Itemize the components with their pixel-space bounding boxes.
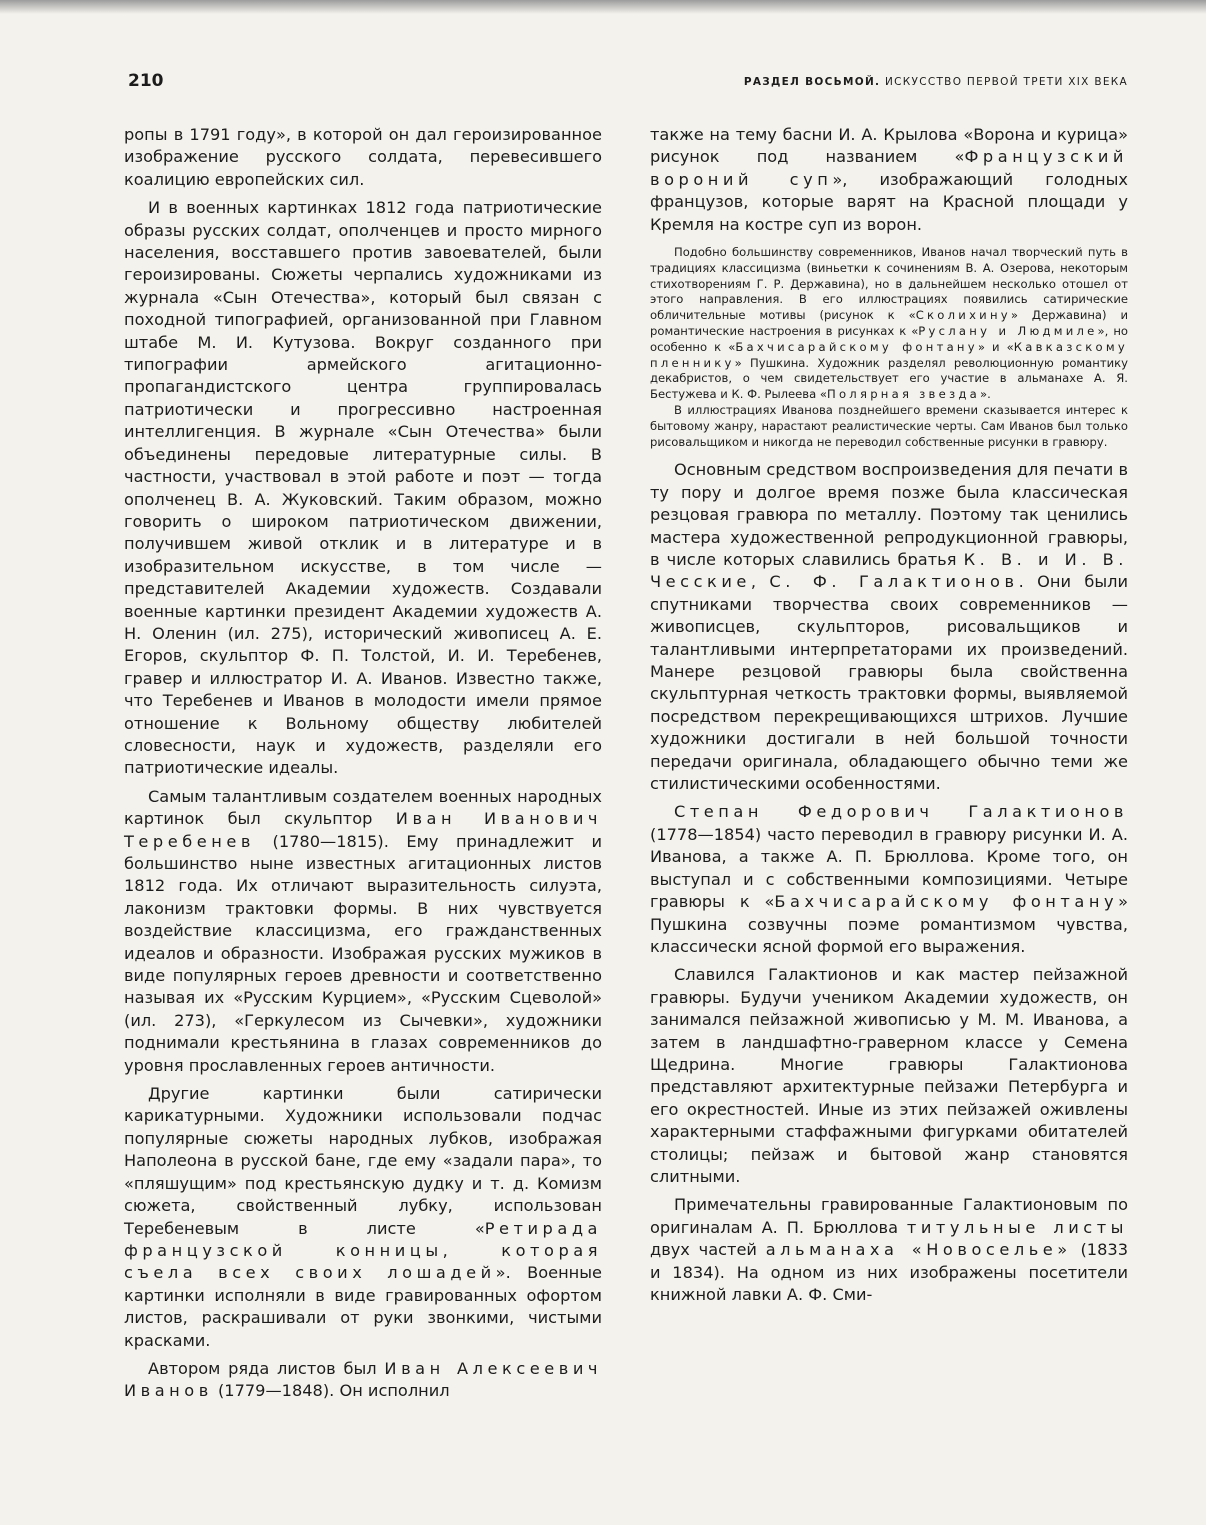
person-name: К. В. и И. В. Чесские [650, 550, 1128, 592]
text-run: (1780—1815). Ему принадлежит и большинство ныне известных агитационных листов 1812 года. Их отличают выразительность силуэта, лаконизм трактовки формы. В них чувствуется воздействие классицизма, его гражданственных идеалов и образности. Изображая русских мужиков в виде популярных героев древности и соответственно называя их «Русским Курцием», «Русским Сцеволой» (ил. 273), «Геркулесом из Сычевки», художники поднимали крестьянина в глазах современников до уровня прославленных героев античности. [124, 831, 602, 1075]
text-run: Основным средством воспроизведения для печати в ту пору и долгое время позже была классическая резцовая гравюра по металлу. Поэтому так ценились мастера художественной репродукционной гравюры, в числе которых славились братья [650, 460, 1128, 570]
paragraph: Славился Галактионов и как мастер пейзажной гравюры. Будучи учеником Академии художеств, он занимался пейзажной живописью у М. М. Иванова, а затем в ландшафтно-граверном классе у Семена Щедрина. Многие гравюры Галактионова представляют архитектурные пейзажи Петербурга и его окрестностей. Иные из этих пейзажей оживлены характерными стаффажными фигурками обитателей столицы; пейзаж и бытовой жанр становятся слитными. [650, 965, 1128, 1186]
section-title-bold: РАЗДЕЛ ВОСЬМОЙ. [743, 76, 881, 88]
text-run: В иллюстрациях Иванова позднейшего времени сказывается интерес к бытовому жанру, нарастают реалистические черты. Сам Иванов был только рисовальщиком и никогда не переводил собственные рисунки в гравюру. [650, 403, 1128, 449]
text-run: Автором ряда листов был [148, 1358, 385, 1378]
work-title: Ретирада французской конницы, которая съела всех своих лошадей [124, 1218, 602, 1283]
paragraph [124, 1358, 602, 1403]
text-run: ». Военные картинки исполняли в виде гравированных офортом листов, раскрашивали от руки звонкими, чистыми красками. [124, 1263, 602, 1350]
text-run: » Пушкина. Художник разделял революционную романтику декабристов, о чем свидетельствует его участие в альманахе А. Я. Бестужева и К. Ф. Рылеева « [650, 355, 1128, 402]
work-title: Сколихину [915, 308, 1011, 323]
work-title: Бахчисарайскому фонтану [735, 339, 978, 354]
work-title: Бахчисарайскому фонтану [774, 892, 1119, 912]
section-title [744, 76, 1128, 88]
page-number: 210 [128, 71, 164, 91]
text-run: Подобно большинству современников, Иванов начал творческий путь в традициях классицизма (виньетки к сочинениям В. А. Озерова, некоторым стихотворениям Г. Р. Державина), но в дальнейшем несколько отошел от этого направления. В его иллюстрациях появились сатирические обличительные мотивы (рисунок к « [650, 245, 1128, 323]
running-head [128, 71, 1128, 95]
work-title: Полярная звезда [827, 387, 981, 402]
work-title: Кавказскому пленнику [650, 339, 1128, 370]
person-name: Степан Федорович Галактионов [674, 802, 1128, 822]
work-title: Французский вороний суп [650, 147, 1128, 189]
paragraph [650, 459, 1128, 795]
work-title: титульные листы [906, 1217, 1128, 1237]
section-title-rest: ИСКУССТВО ПЕРВОЙ ТРЕТИ XIX ВЕКА [884, 76, 1128, 88]
paragraph: И в военных картинках 1812 года патриотические образы русских солдат, ополченцев и просто мирного населения, восставшего против завоевателей, были героизированы. Сюжеты черпались художниками из журнала «Сын Отечества», который был связан с походной типографией, организованной при Главном штабе М. И. Кутузова. Вокруг созданного при типографии армейского агитационно-пропагандистского центра группировалась патриотически и прогрессивно настроенная интеллигенция. В журнале «Сын Отечества» были объединены передовые литературные силы. В частности, участвовал в этой работе и поэт — тогда ополченец В. А. Жуковский. Таким образом, можно говорить о широком патриотическом движении, получившем живой отклик и в литературе и в изобразительном искусстве, в том числе — представителей Академии художеств. Создавали военные картинки президент Академии художеств А. Н. Оленин (ил. 275), исторический живописец А. Е. Егоров, скульптор Ф. П. Толстой, И. И. Теребенев, гравер и иллюстратор И. А. Иванов. Известно также, что Теребенев и Иванов в молодости имели прямое отношение к Вольному обществу любителей словесности, наук и художеств, разделяли его патриотические идеалы. [124, 198, 602, 778]
small-print-note [650, 245, 1128, 450]
text-run: » Пушкина созвучны поэме романтизмом чувства, классически ясной формой его выражения. [650, 892, 1128, 956]
person-name: Иван Иванович Теребенев [124, 809, 602, 851]
work-title: альманаха «Новоселье» [765, 1240, 1072, 1260]
text-run: также на тему басни И. А. Крылова «Ворона и курица» рисунок под названием « [650, 125, 1128, 167]
scan-edge-shadow [0, 0, 1206, 14]
text-run: » Державина) и романтические настроения в рисунках к « [650, 308, 1128, 339]
text-run: , [750, 572, 770, 592]
text-run: Самым талантливым создателем военных народных картинок был скульптор [124, 786, 602, 829]
text-run: », но особенно к « [650, 324, 1128, 354]
text-run: », изображающий голодных французов, которые варят на Красной площади у Кремля на костре суп из ворон. [650, 169, 1128, 234]
text-run: двух частей [650, 1240, 766, 1260]
paragraph [124, 1083, 602, 1352]
paragraph [650, 124, 1128, 236]
text-run: (1778—1854) часто переводил в гравюру рисунки И. А. Иванова, а также А. П. Брюллова. Кроме того, он выступал и с собственными композициями. Четыре гравюры к « [650, 824, 1128, 912]
right-column [650, 124, 1128, 1306]
text-run: . Они были спутниками творчества своих современников — живописцев, скульпторов, рисовальщиков и талантливыми интерпретаторами их произведений. Манере резцовой гравюры была свойственна скульптурная четкость трактовки формы, выявляемой посредством перекрещивающихся штрихов. Лучшие художники достигали в ней большой точности передачи оригинала, обладающего обычно теми же стилистическими особенностями. [650, 572, 1128, 794]
paragraph [650, 1194, 1128, 1306]
text-run: (1779—1848). Он исполнил [212, 1381, 450, 1401]
person-name: Иван Алексеевич Иванов [124, 1358, 603, 1401]
text-run: Другие картинки были сатирически карикатурными. Художники использовали подчас популярные сюжеты народных лубков, изображая Наполеона в русской бане, где ему «задали пара», то «пляшущим» под крестьянскую дудку и т. д. Комизм сюжета, свойственный лубку, использован Теребеневым в листе « [124, 1084, 602, 1238]
text-run: Примечательны гравированные Галактионовым по оригиналам А. П. Брюллова [650, 1195, 1128, 1237]
paragraph [124, 786, 602, 1077]
text-run: (1833 и 1834). На одном из них изображены посетители книжной лавки А. Ф. Сми- [650, 1240, 1128, 1305]
text-run: » и « [977, 339, 1014, 354]
person-name: С. Ф. Галактионов [769, 572, 1019, 592]
paragraph: ропы в 1791 году», в которой он дал героизированное изображение русского солдата, перевесившего коалицию европейских сил. [124, 125, 602, 189]
paragraph [650, 801, 1128, 958]
left-column [124, 124, 602, 1403]
work-title: Руслану и Людмиле [918, 324, 1098, 339]
text-run: ». [980, 387, 991, 402]
